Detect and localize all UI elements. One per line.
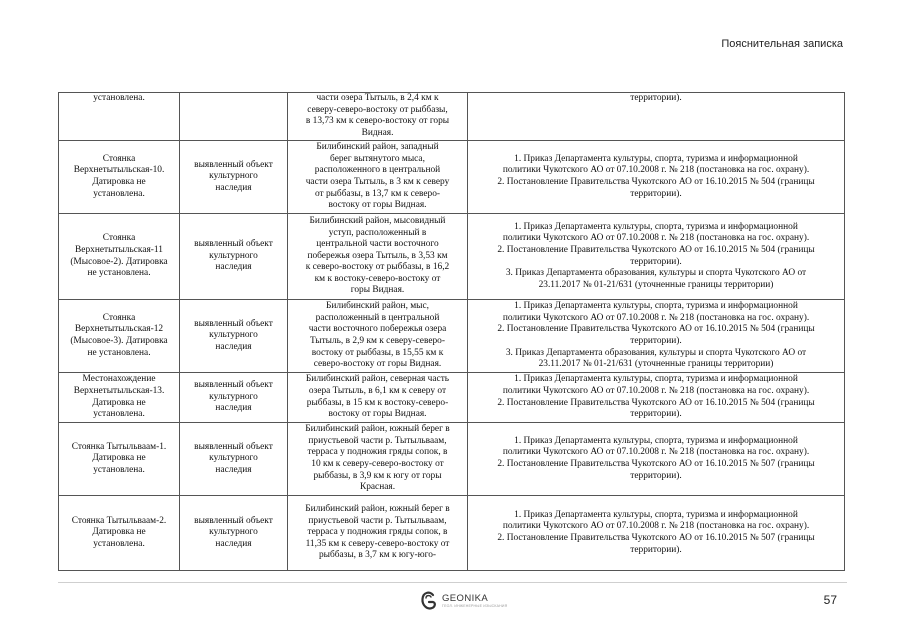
cell-line: 1. Приказ Департамента культуры, спорта, туризма и информационной xyxy=(514,221,798,232)
cell-object-name xyxy=(59,93,180,141)
cell-category xyxy=(180,496,288,571)
cell-line: Билибинский район, мыс, xyxy=(326,301,429,312)
cell-line: уступ, расположенный в xyxy=(328,227,427,238)
cell-line: Стоянка xyxy=(102,233,136,244)
cell-line: от рыббазы, в 13,7 км к северо- xyxy=(314,188,441,199)
cell-line: 23.11.2017 № 01-21/631 (уточненные границы территории) xyxy=(538,359,774,370)
cell-line: к северо-востоку от рыббазы, в 16,2 xyxy=(305,262,450,273)
cell-line: терраса у подножия гряды сопок, в xyxy=(307,527,448,538)
cell-line: озера Тытыль, в 6,1 км к северу от xyxy=(308,385,447,396)
cell-line: политики Чукотского АО от 07.10.2008 г. № 218 (постановка на гос. охрану). xyxy=(502,233,810,244)
cell-line: 11,35 км к северу-северо-востоку от xyxy=(305,538,450,549)
cell-line: рыббазы, в 3,7 км к югу-юго- xyxy=(318,550,437,561)
cell-line: установлена. xyxy=(93,409,145,420)
cell-line: установлена. xyxy=(93,464,145,475)
cell-category xyxy=(180,423,288,496)
page-number: 57 xyxy=(823,593,837,607)
cell-line: Красная. xyxy=(359,482,396,493)
cell-line: культурного xyxy=(209,527,258,538)
cell-line: Датировка не xyxy=(92,527,146,538)
cell-line: Тытыль, в 2,9 км к северу-северо- xyxy=(310,336,445,346)
cell-line: Верхнетытыльская-12 xyxy=(74,324,164,335)
cell-line: терраса у подножия гряды сопок, в xyxy=(307,447,448,458)
cell-category xyxy=(180,300,288,373)
cell-documents xyxy=(468,300,845,373)
cell-documents xyxy=(468,423,845,496)
cell-line: политики Чукотского АО от 07.10.2008 г. № 218 (постановка на гос. охрану). xyxy=(502,165,810,176)
cell-line: культурного xyxy=(209,250,258,261)
cell-object-name xyxy=(59,496,180,571)
cell-line: культурного xyxy=(209,330,258,341)
cell-line: выявленный объект xyxy=(194,239,273,250)
cell-line: центральной части восточного xyxy=(316,239,439,250)
cell-line: наследия xyxy=(215,403,252,414)
geonika-logo xyxy=(420,589,507,613)
cell-line: части восточного побережья озера xyxy=(308,324,447,335)
cell-line: приустьевой части р. Тытыльваам, xyxy=(308,515,447,526)
cell-documents xyxy=(468,141,845,214)
cell-line: Стоянка Тытыльваам-2. xyxy=(71,515,167,526)
cell-line: установлена. xyxy=(93,188,145,199)
cell-line: части озера Тытыль, в 2,4 км к xyxy=(316,93,439,103)
logo-tagline: ГЕОЛ. ИНЖЕНЕРНЫЕ ИЗЫСКАНИЯ xyxy=(442,604,508,608)
cell-line: в 13,73 км к северо-востоку от горы xyxy=(305,116,450,127)
cell-line: (Мысовое-2). Датировка xyxy=(70,256,168,267)
cell-line: культурного xyxy=(209,391,258,402)
cell-line: выявленный объект xyxy=(194,515,273,526)
cell-line: установлена. xyxy=(93,538,145,549)
cell-line: Билибинский район, западный xyxy=(316,142,439,153)
cell-line: рыббазы, в 3,9 км к югу от горы xyxy=(313,470,442,481)
cell-object-name xyxy=(59,300,180,373)
cell-line: Билибинский район, южный берег в xyxy=(305,504,450,515)
cell-line: культурного xyxy=(209,453,258,464)
cell-line: наследия xyxy=(215,464,252,475)
cell-line: Верхнетытыльская-13. xyxy=(73,385,165,396)
cell-line: 2. Постановление Правительства Чукотского АО от 16.10.2015 № 504 (границы xyxy=(497,324,815,335)
cell-line: территории). xyxy=(630,544,682,555)
cell-line: Билибинский район, мысовидный xyxy=(309,215,446,226)
cell-line: политики Чукотского АО от 07.10.2008 г. № 218 (постановка на гос. охрану). xyxy=(502,312,810,323)
cell-location xyxy=(288,496,468,571)
table-row xyxy=(59,423,845,496)
geonika-logo-icon xyxy=(420,590,438,612)
cell-line: выявленный объект xyxy=(194,318,273,329)
cell-line: побережья озера Тытыль, в 3,53 км xyxy=(307,250,448,261)
cell-line: 10 км к северу-северо-востоку от xyxy=(311,459,444,469)
cell-line: территории). xyxy=(630,93,682,103)
cell-category xyxy=(180,93,288,141)
cell-line: 1. Приказ Департамента культуры, спорта, туризма и информационной xyxy=(514,374,798,385)
cell-line: Видная. xyxy=(361,127,394,138)
cell-object-name xyxy=(59,141,180,214)
cell-line: не установлена. xyxy=(87,347,151,358)
cell-line: выявленный объект xyxy=(194,159,273,170)
cell-line: приустьевой части р. Тытыльваам, xyxy=(308,435,447,446)
cell-object-name xyxy=(59,423,180,496)
table-row xyxy=(59,373,845,423)
table-row xyxy=(59,300,845,373)
cell-location xyxy=(288,214,468,300)
cell-line: 1. Приказ Департамента культуры, спорта, туризма и информационной xyxy=(514,435,798,446)
cell-line: (Мысовое-3). Датировка xyxy=(70,336,168,346)
cell-line: Стоянка xyxy=(102,312,136,323)
cell-location xyxy=(288,423,468,496)
cell-location xyxy=(288,300,468,373)
cell-line: северо-востоку от горы Видная. xyxy=(313,359,442,370)
cell-line: наследия xyxy=(215,538,252,549)
cell-line: северу-северо-востоку от рыббазы, xyxy=(307,104,448,115)
cell-line: Билибинский район, северная часть xyxy=(305,374,450,385)
cell-line: установлена. xyxy=(93,93,145,103)
cell-line: 1. Приказ Департамента культуры, спорта, туризма и информационной xyxy=(514,509,798,520)
cell-category xyxy=(180,141,288,214)
cell-line: территории). xyxy=(630,256,682,267)
cell-documents xyxy=(468,214,845,300)
cell-line: горы Видная. xyxy=(350,285,405,296)
cell-documents xyxy=(468,93,845,141)
cell-line: востоку от горы Видная. xyxy=(328,200,427,211)
table-row xyxy=(59,214,845,300)
table-row xyxy=(59,93,845,141)
cell-line: политики Чукотского АО от 07.10.2008 г. № 218 (постановка на гос. охрану). xyxy=(502,385,810,396)
cell-line: Датировка не xyxy=(92,177,146,187)
cell-line: территории). xyxy=(630,409,682,420)
footer-divider xyxy=(58,582,847,583)
cell-line: Верхнетытыльская-11 xyxy=(75,244,163,255)
logo-brand-text: GEONIKA xyxy=(442,592,489,604)
cell-line: Датировка не xyxy=(92,397,146,408)
cell-line: 2. Постановление Правительства Чукотского АО от 16.10.2015 № 504 (границы xyxy=(497,244,815,255)
cell-line: политики Чукотского АО от 07.10.2008 г. № 218 (постановка на гос. охрану). xyxy=(502,521,810,532)
cell-line: Верхнетытыльская-10. xyxy=(73,165,165,176)
cell-line: 2. Постановление Правительства Чукотского АО от 16.10.2015 № 504 (границы xyxy=(497,397,815,408)
cell-line: 23.11.2017 № 01-21/631 (уточненные границы территории) xyxy=(538,279,774,290)
cell-location xyxy=(288,141,468,214)
cell-line: 2. Постановление Правительства Чукотского АО от 16.10.2015 № 504 (границы xyxy=(497,177,815,187)
cell-line: рыббазы, в 15 км к востоку-северо- xyxy=(306,397,449,408)
cell-line: Датировка не xyxy=(92,453,146,464)
table-row xyxy=(59,141,845,214)
cell-line: территории). xyxy=(630,336,682,346)
cell-line: наследия xyxy=(215,262,252,273)
cell-location xyxy=(288,373,468,423)
cell-line: наследия xyxy=(215,182,252,193)
cell-line: части озера Тытыль, в 3 км к северу xyxy=(305,177,450,187)
table-row xyxy=(59,496,845,571)
cell-line: наследия xyxy=(215,341,252,352)
cell-line: выявленный объект xyxy=(194,441,273,452)
cell-line: Билибинский район, южный берег в xyxy=(305,424,450,435)
cell-line: 3. Приказ Департамента образования, культуры и спорта Чукотского АО от xyxy=(505,347,807,358)
cell-line: 3. Приказ Департамента образования, культуры и спорта Чукотского АО от xyxy=(505,268,807,279)
cell-line: 2. Постановление Правительства Чукотского АО от 16.10.2015 № 507 (границы xyxy=(497,533,815,543)
cell-line: не установлена. xyxy=(87,268,151,279)
cell-line: 2. Постановление Правительства Чукотского АО от 16.10.2015 № 507 (границы xyxy=(497,459,815,469)
cell-object-name xyxy=(59,214,180,300)
cell-line: берег вытянутого мыса, xyxy=(330,153,425,164)
cell-object-name xyxy=(59,373,180,423)
cell-line: Стоянка Тытыльваам-1. xyxy=(71,441,167,452)
heritage-objects-table xyxy=(58,92,845,571)
cell-line: км к востоку-северо-востоку от xyxy=(314,273,441,284)
cell-line: 1. Приказ Департамента культуры, спорта, туризма и информационной xyxy=(514,301,798,312)
cell-line: политики Чукотского АО от 07.10.2008 г. № 218 (постановка на гос. охрану). xyxy=(502,447,810,458)
cell-line: выявленный объект xyxy=(194,380,273,391)
cell-category xyxy=(180,373,288,423)
cell-line: территории). xyxy=(630,470,682,481)
cell-line: востоку от рыббазы, в 15,55 км к xyxy=(311,347,444,358)
cell-line: расположенного в центральной xyxy=(314,165,441,176)
cell-line: 1. Приказ Департамента культуры, спорта, туризма и информационной xyxy=(514,153,798,164)
cell-documents xyxy=(468,496,845,571)
cell-line: Местонахождение xyxy=(82,374,156,385)
page-header-title: Пояснительная записка xyxy=(721,38,843,50)
cell-line: востоку от горы Видная. xyxy=(328,409,427,420)
cell-line: расположенный в центральной xyxy=(315,312,440,323)
cell-category xyxy=(180,214,288,300)
cell-documents xyxy=(468,373,845,423)
cell-line: территории). xyxy=(630,188,682,199)
cell-location xyxy=(288,93,468,141)
cell-line: культурного xyxy=(209,171,258,182)
cell-line: Стоянка xyxy=(102,153,136,164)
